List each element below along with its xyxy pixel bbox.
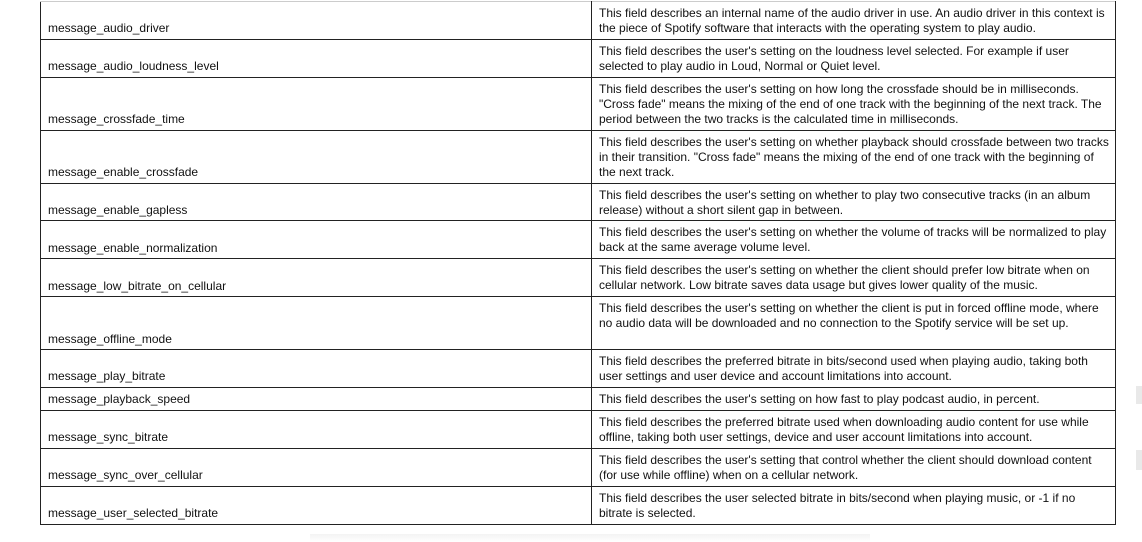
- field-description-cell: This field describes the user's setting on whether the client should prefer low bitrate when on cellular network. Low bitrate saves data usage but gives lower quality of the music.: [592, 259, 1116, 297]
- table-row: [41, 486, 1116, 524]
- field-description-cell: This field describes the user's setting on whether to play two consecutive tracks (in an album release) without a short silent gap in between.: [592, 183, 1116, 221]
- field-description-table: [40, 1, 1116, 525]
- field-name-cell: message_crossfade_time: [41, 77, 592, 130]
- table-row: [41, 183, 1116, 221]
- page-edge-shadow: [310, 534, 870, 542]
- field-name-cell: message_audio_loudness_level: [41, 39, 592, 77]
- field-name-cell: message_enable_gapless: [41, 183, 592, 221]
- field-name-cell: message_sync_over_cellular: [41, 448, 592, 486]
- table-row: [41, 130, 1116, 183]
- field-name-cell: message_enable_normalization: [41, 221, 592, 259]
- field-description-cell: This field describes the preferred bitrate in bits/second used when playing audio, taking both user settings and user device and account limitations into account.: [592, 350, 1116, 388]
- table-row: [41, 350, 1116, 388]
- field-description-cell: This field describes an internal name of the audio driver in use. An audio driver in this context is the piece of Spotify software that interacts with the operating system to play audio.: [592, 2, 1116, 40]
- table-row: [41, 259, 1116, 297]
- table-row: [41, 448, 1116, 486]
- field-name-cell: message_play_bitrate: [41, 350, 592, 388]
- field-description-cell: This field describes the user's setting on whether the client is put in forced offline mode, where no audio data will be downloaded and no connection to the Spotify service will be set up.: [592, 297, 1116, 350]
- field-description-cell: This field describes the user's setting on whether the volume of tracks will be normalized to play back at the same average volume level.: [592, 221, 1116, 259]
- table-row: [41, 221, 1116, 259]
- field-description-cell: This field describes the preferred bitrate used when downloading audio content for use while offline, taking both user settings, device and user account limitations into account.: [592, 410, 1116, 448]
- page-edge-mark: [1136, 386, 1142, 404]
- table-row: [41, 410, 1116, 448]
- field-description-cell: This field describes the user's setting on how fast to play podcast audio, in percent.: [592, 387, 1116, 410]
- field-name-cell: message_low_bitrate_on_cellular: [41, 259, 592, 297]
- table-row: [41, 2, 1116, 40]
- field-description-cell: This field describes the user selected bitrate in bits/second when playing music, or -1 if no bitrate is selected.: [592, 486, 1116, 524]
- field-description-cell: This field describes the user's setting that control whether the client should download content (for use while offline) when on a cellular network.: [592, 448, 1116, 486]
- field-name-cell: message_playback_speed: [41, 387, 592, 410]
- field-name-cell: message_offline_mode: [41, 297, 592, 350]
- table-row: [41, 39, 1116, 77]
- table-row: [41, 387, 1116, 410]
- field-name-cell: message_sync_bitrate: [41, 410, 592, 448]
- table-row: [41, 77, 1116, 130]
- field-description-cell: This field describes the user's setting on whether playback should crossfade between two tracks in their transition. "Cross fade" means the mixing of the end of one track with the beginning of the next track.: [592, 130, 1116, 183]
- field-name-cell: message_enable_crossfade: [41, 130, 592, 183]
- field-description-cell: This field describes the user's setting on how long the crossfade should be in milliseconds. "Cross fade" means the mixing of the end of one track with the beginning of the next track. The period between the two tracks is the calculated time in milliseconds.: [592, 77, 1116, 130]
- page-edge-mark: [1136, 450, 1142, 470]
- field-description-cell: This field describes the user's setting on the loudness level selected. For example if user selected to play audio in Loud, Normal or Quiet level.: [592, 39, 1116, 77]
- field-name-cell: message_audio_driver: [41, 2, 592, 40]
- table-row: [41, 297, 1116, 350]
- field-name-cell: message_user_selected_bitrate: [41, 486, 592, 524]
